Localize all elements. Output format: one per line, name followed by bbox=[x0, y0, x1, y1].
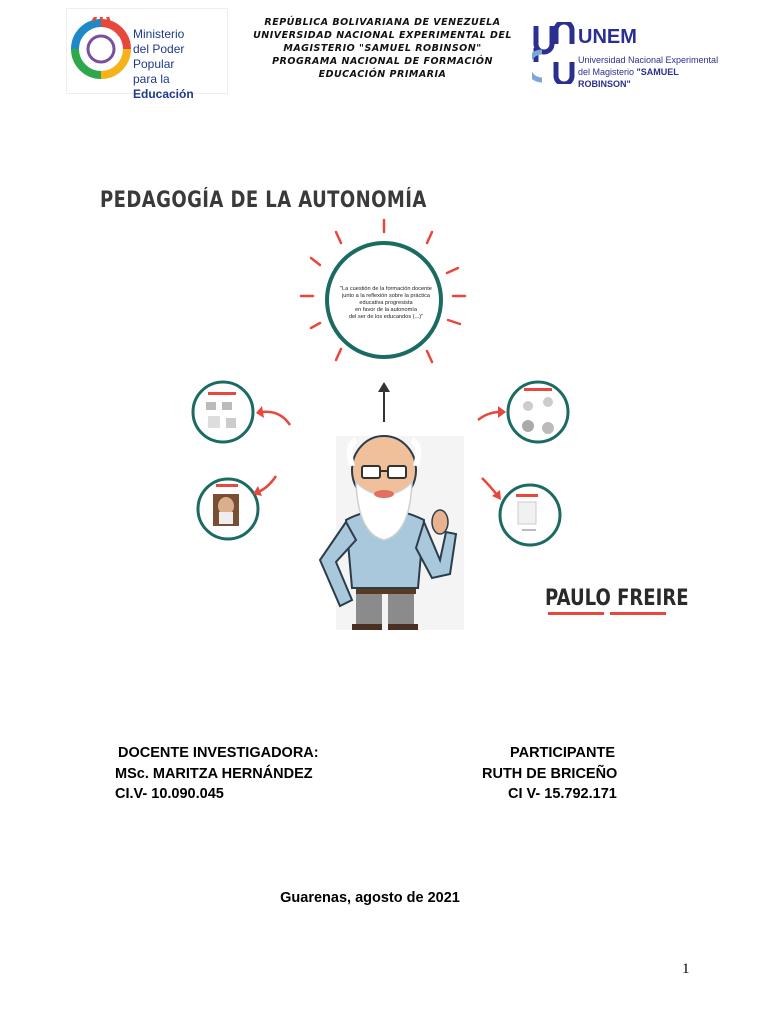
side-circle-bottom-right bbox=[500, 485, 560, 545]
docente-id: CI.V- 10.090.045 bbox=[115, 786, 224, 802]
ministerio-line-1: Ministerio bbox=[133, 27, 185, 41]
quote-line-3: educativa progresista bbox=[359, 300, 413, 306]
participante-role: PARTICIPANTE bbox=[510, 745, 615, 761]
unem-name: UNEM bbox=[578, 26, 637, 48]
quote-line-2: junto a la reflexión sobre la práctica bbox=[342, 293, 430, 299]
quote-line-1: "La cuestión de la formación docente bbox=[340, 286, 432, 292]
unem-line-2b: "SAMUEL ROBINSON" bbox=[578, 67, 679, 89]
header-line-1: REPÚBLICA BOLIVARIANA DE VENEZUELA bbox=[264, 17, 501, 28]
unem-line-1: Universidad Nacional Experimental bbox=[578, 55, 719, 65]
paulo-freire-figure bbox=[320, 436, 464, 630]
participante-name: RUTH DE BRICEÑO bbox=[482, 766, 618, 782]
side-circle-top-left bbox=[193, 382, 253, 442]
author-name: PAULO FREIRE bbox=[545, 586, 689, 611]
docente-role: DOCENTE INVESTIGADORA: bbox=[118, 745, 319, 761]
header-line-3: MAGISTERIO "SAMUEL ROBINSON" bbox=[283, 43, 482, 54]
page-number: 1 bbox=[682, 961, 690, 977]
place-and-date: Guarenas, agosto de 2021 bbox=[280, 890, 460, 906]
quote-line-5: del ser de los educandos (...)" bbox=[348, 314, 424, 320]
header-line-5: EDUCACIÓN PRIMARIA bbox=[318, 69, 447, 80]
participante-id: CI V- 15.792.171 bbox=[508, 786, 617, 802]
quote-line-4: en favor de la autonomía bbox=[355, 307, 417, 313]
illustration-title: PEDAGOGÍA DE LA AUTONOMÍA bbox=[100, 188, 427, 213]
author-underline bbox=[548, 612, 666, 615]
side-circle-bottom-left bbox=[198, 479, 258, 539]
freire-quote bbox=[336, 286, 436, 321]
ministerio-line-3a: para la bbox=[133, 72, 170, 86]
header-line-2: UNIVERSIDAD NACIONAL EXPERIMENTAL DEL bbox=[253, 30, 512, 41]
up-arrow-icon bbox=[378, 382, 390, 422]
docente-name: MSc. MARITZA HERNÁNDEZ bbox=[115, 766, 313, 782]
ministerio-line-2: del Poder Popular bbox=[133, 42, 185, 71]
side-circle-top-right bbox=[508, 382, 568, 442]
header-line-4: PROGRAMA NACIONAL DE FORMACIÓN bbox=[272, 56, 493, 67]
unem-line-2a: del Magisterio bbox=[578, 67, 637, 77]
ministerio-line-3b: Educación bbox=[133, 87, 194, 101]
